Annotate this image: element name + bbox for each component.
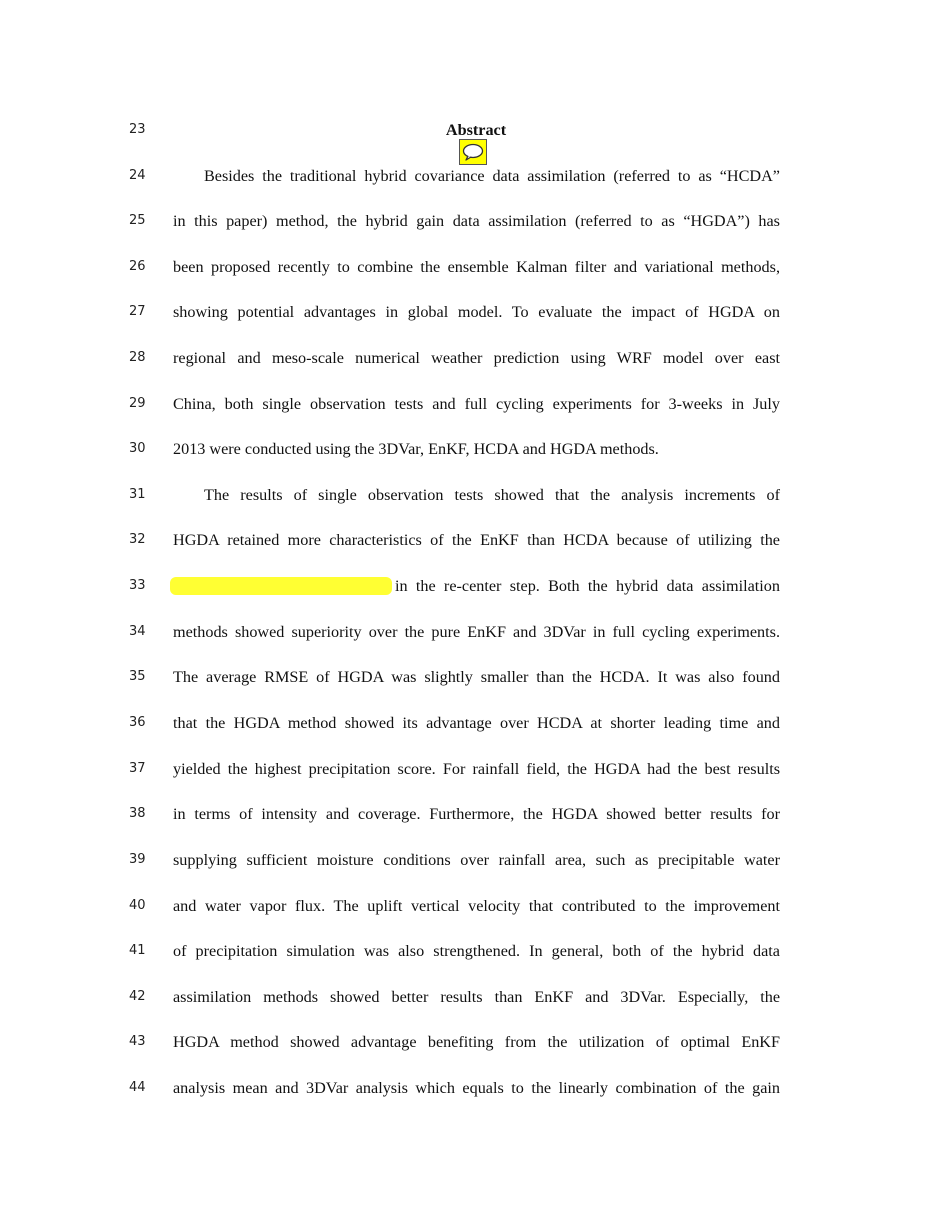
line-25 [0,210,952,234]
line-30 [0,438,952,462]
line-text: that the HGDA method showed its advantage over HCDA at shorter leading time and [173,714,780,732]
line-text: of precipitation simulation was also strengthened. In general, both of the hybrid data [173,942,780,960]
highlight-annotation[interactable] [170,577,392,595]
line-38 [0,803,952,827]
line-39 [0,849,952,873]
abstract-heading: Abstract [445,121,507,139]
line-number: 29 [129,396,146,411]
line-number: 37 [129,761,146,776]
line-text: assimilation methods showed better results than EnKF and 3DVar. Especially, the [173,988,780,1006]
line-text: regional and meso-scale numerical weather prediction using WRF model over east [173,349,780,367]
line-text: been proposed recently to combine the ensemble Kalman filter and variational methods, [173,258,780,276]
line-text: China, both single observation tests and full cycling experiments for 3-weeks in July [173,395,780,413]
line-number: 38 [129,806,146,821]
line-number: 41 [129,943,146,958]
line-28 [0,347,952,371]
line-text: in the re-center step. Both the hybrid data assimilation [395,577,780,595]
line-number: 26 [129,259,146,274]
line-number: 36 [129,715,146,730]
line-32 [0,529,952,553]
line-text: Besides the traditional hybrid covariance data assimilation (referred to as “HCDA” [204,167,780,185]
line-number: 27 [129,304,146,319]
line-number: 42 [129,989,146,1004]
line-number: 25 [129,213,146,228]
speech-bubble-comment-icon[interactable] [459,139,487,165]
line-number: 23 [129,122,146,137]
line-41 [0,940,952,964]
line-number: 24 [129,168,146,183]
line-number: 32 [129,532,146,547]
line-text: in this paper) method, the hybrid gain data assimilation (referred to as “HGDA”) has [173,212,780,230]
line-number: 43 [129,1034,146,1049]
line-text: and water vapor flux. The uplift vertical velocity that contributed to the improvement [173,897,780,915]
line-31 [0,484,952,508]
line-42 [0,986,952,1010]
line-number: 44 [129,1080,146,1095]
line-text: 2013 were conducted using the 3DVar, EnKF, HCDA and HGDA methods. [173,440,659,458]
line-number: 33 [129,578,146,593]
line-27 [0,301,952,325]
line-29 [0,393,952,417]
line-37 [0,758,952,782]
line-44 [0,1077,952,1101]
line-text: methods showed superiority over the pure EnKF and 3DVar in full cycling experiments. [173,623,780,641]
line-text: analysis mean and 3DVar analysis which equals to the linearly combination of the gain [173,1079,780,1097]
line-text: HGDA method showed advantage benefiting from the utilization of optimal EnKF [173,1033,780,1051]
line-text: showing potential advantages in global model. To evaluate the impact of HGDA on [173,303,780,321]
line-number: 39 [129,852,146,867]
line-number: 40 [129,898,146,913]
line-33 [0,575,952,599]
line-number: 34 [129,624,146,639]
line-number: 30 [129,441,146,456]
line-text: The average RMSE of HGDA was slightly smaller than the HCDA. It was also found [173,668,780,686]
line-40 [0,895,952,919]
line-43 [0,1031,952,1055]
line-35 [0,666,952,690]
line-36 [0,712,952,736]
line-text: HGDA retained more characteristics of the EnKF than HCDA because of utilizing the [173,531,780,549]
line-text: yielded the highest precipitation score. For rainfall field, the HGDA had the best results [173,760,780,778]
line-26 [0,256,952,280]
line-text: The results of single observation tests showed that the analysis increments of [204,486,780,504]
line-text: in terms of intensity and coverage. Furthermore, the HGDA showed better results for [173,805,780,823]
line-number: 35 [129,669,146,684]
line-number: 31 [129,487,146,502]
line-number: 28 [129,350,146,365]
line-24 [0,165,952,189]
line-text: supplying sufficient moisture conditions over rainfall area, such as precipitable water [173,851,780,869]
line-34 [0,621,952,645]
